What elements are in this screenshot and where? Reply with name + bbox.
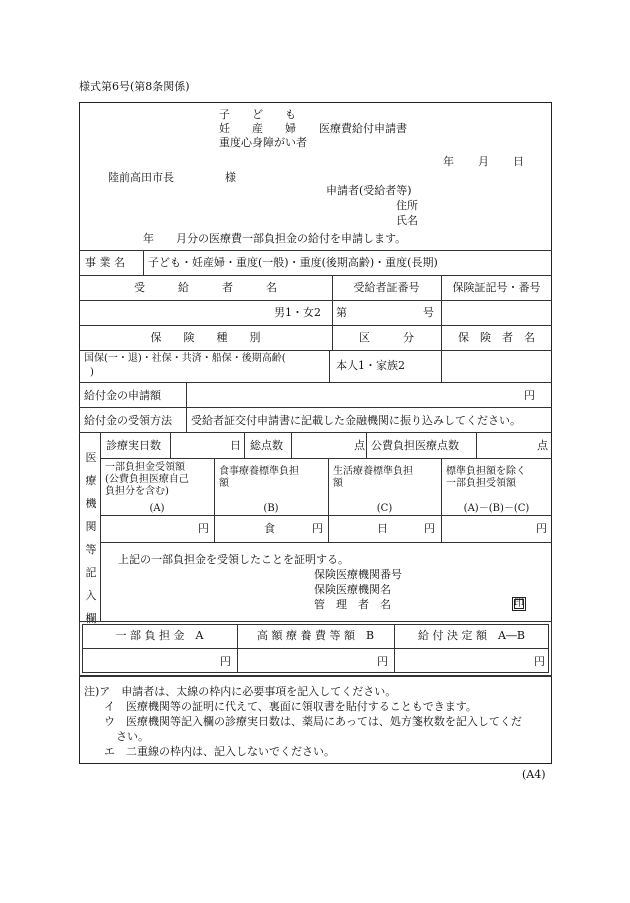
public-points-unit: 点 xyxy=(537,439,548,452)
division-options[interactable]: 本人1・家族2 xyxy=(336,359,405,372)
total-b-unit: 円 xyxy=(377,655,388,668)
institution-no-label: 保険医療機関番号 xyxy=(314,568,402,581)
receipt-method-label: 給付金の受領方法 xyxy=(84,414,172,427)
note-a: 注)ア 申請者は、太線の枠内に必要事項を記入してください。 xyxy=(84,685,397,698)
category-options[interactable]: 子ども・妊産婦・重度(一般)・重度(後期高齢)・重度(長期) xyxy=(148,256,438,269)
note-e: エ 二重線の枠内は、記入しないでください。 xyxy=(104,745,335,758)
col-c-header: 生活療養標準負担 額 xyxy=(333,466,413,489)
division-header: 区 分 xyxy=(359,331,414,344)
col-b-header: 食事療養標準負担 額 xyxy=(219,466,299,489)
applicant-label: 申請者(受給者等) xyxy=(326,184,412,197)
col-c-yen-unit: 円 xyxy=(424,522,435,535)
note-u-cont: さい。 xyxy=(116,730,149,743)
total-points-label: 総点数 xyxy=(250,439,283,452)
paper-size: (A4) xyxy=(522,768,546,781)
col-d-tag: (A)－(B)－(C) xyxy=(463,503,530,514)
note-i: イ 医療機関等の証明に代えて、裏面に領収書を貼付することもできます。 xyxy=(104,700,477,713)
total-points-unit: 点 xyxy=(354,439,365,452)
title-line-disabled: 重度心身障がい者 xyxy=(219,136,307,149)
honorific: 様 xyxy=(225,171,236,184)
insurer-name-header: 保 険 者 名 xyxy=(458,331,535,344)
total-b-label: 高 額 療 養 費 等 額 B xyxy=(256,629,375,642)
col-b-yen-unit: 円 xyxy=(312,522,323,535)
insurance-type-options[interactable]: 国保(一・退)・社保・共済・船保・後期高齢( xyxy=(84,353,286,364)
date-month: 月 xyxy=(478,155,489,168)
col-a-unit: 円 xyxy=(198,522,209,535)
applicant-address-label: 住所 xyxy=(396,199,418,212)
insurance-type-header: 保 険 種 別 xyxy=(150,331,261,344)
benefit-amount-unit: 円 xyxy=(524,389,535,402)
addressee: 陸前高田市長 xyxy=(108,171,174,184)
col-d-unit: 円 xyxy=(536,522,547,535)
public-points-label: 公費負担医療点数 xyxy=(371,439,459,452)
certification-text: 上記の一部負担金を受領したことを証明する。 xyxy=(118,553,349,566)
form-number: 様式第6号(第8条関係) xyxy=(79,80,190,93)
seal-mark: 印 xyxy=(514,598,524,609)
category-label: 事 業 名 xyxy=(85,256,125,269)
note-u: ウ 医療機関等記入欄の診療実日数は、薬局にあっては、処方箋枚数を記入してくだ xyxy=(104,715,522,728)
col-c-tag: (C) xyxy=(376,503,393,514)
col-a-tag: (A) xyxy=(149,503,165,514)
receipt-method-value: 受給者証交付申請書に記載した金融機関に振り込みしてください。 xyxy=(191,414,521,427)
total-c-label: 給 付 決 定 額 A―B xyxy=(417,629,525,642)
insurance-no-header: 保険証記号・番号 xyxy=(452,281,541,294)
recipient-name-header: 受 給 者 名 xyxy=(134,281,277,294)
date-day: 日 xyxy=(513,155,524,168)
col-a-header: 一部負担金受領額 (公費負担医療自己 負担分を含む) xyxy=(105,462,189,497)
title-line-pregnant: 妊 産 婦 xyxy=(219,122,296,135)
days-unit: 日 xyxy=(230,439,241,452)
total-a-label: 一 部 負 担 金 A xyxy=(115,629,204,642)
date-year: 年 xyxy=(443,155,454,168)
title-suffix: 医療費給付申請書 xyxy=(319,122,407,135)
col-c-day-unit: 日 xyxy=(377,522,388,535)
cert-no-header: 受給者証番号 xyxy=(353,281,420,294)
manager-label: 管 理 者 名 xyxy=(314,598,391,611)
col-b-tag: (B) xyxy=(263,503,279,514)
total-c-unit: 円 xyxy=(534,655,545,668)
benefit-amount-label: 給付金の申請額 xyxy=(84,389,161,402)
medical-section-label: 医 療 機 関 等 記 入 欄 xyxy=(85,451,97,625)
title-line-children: 子 ど も xyxy=(219,108,296,121)
col-b-meal-unit: 食 xyxy=(264,522,275,535)
request-sentence: 年 月分の医療費一部負担金の給付を申請します。 xyxy=(143,232,407,245)
cert-dai: 第 xyxy=(336,306,347,319)
insurance-type-close: ) xyxy=(90,367,94,378)
col-d-header: 標準負担額を除く 一部負担受領額 xyxy=(446,466,526,489)
days-label: 診療実日数 xyxy=(106,439,161,452)
applicant-name-label: 氏名 xyxy=(396,214,418,227)
cert-go: 号 xyxy=(423,306,434,319)
institution-name-label: 保険医療機関名 xyxy=(314,583,391,596)
sex-options[interactable]: 男1・女2 xyxy=(274,306,321,319)
total-a-unit: 円 xyxy=(220,655,231,668)
